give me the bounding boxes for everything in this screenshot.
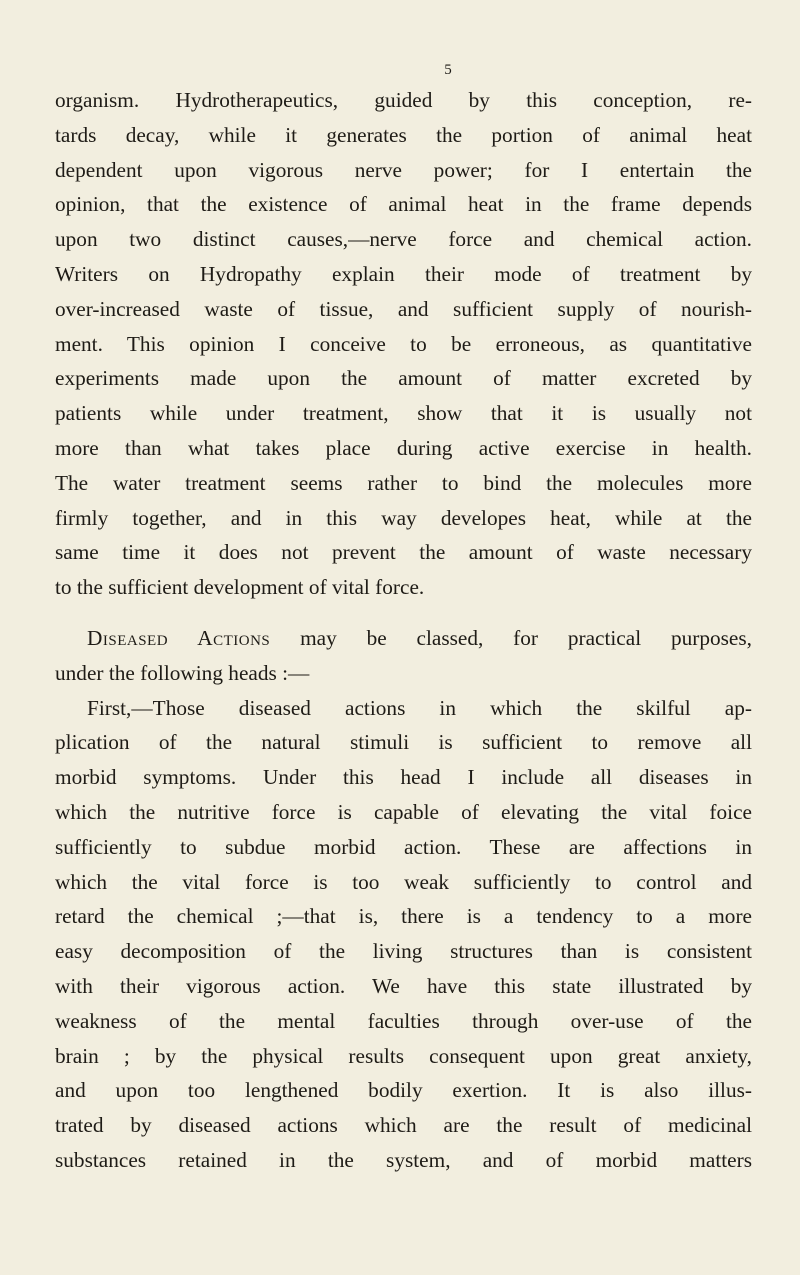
text-line: easy decomposition of the living structures than is consistent xyxy=(55,939,752,964)
page-number: 5 xyxy=(444,62,452,78)
paragraph-first-heads xyxy=(55,691,752,1178)
text-line: more than what takes place during active exercise in health. xyxy=(55,435,752,460)
text-line: trated by diseased actions which are the result of medicinal xyxy=(55,1113,752,1138)
text-line: plication of the natural stimuli is sufficient to remove all xyxy=(55,730,752,755)
text-line: organism. Hydrotherapeutics, guided by this conception, re- xyxy=(55,88,752,112)
text-line: weakness of the mental faculties through over-use of the xyxy=(55,1008,752,1033)
text-span: may be classed, for practical purposes, xyxy=(270,625,753,650)
paragraph-diseased-actions xyxy=(55,621,752,691)
text-line xyxy=(55,621,752,656)
text-line: which the nutritive force is capable of elevating the vital foice xyxy=(55,799,752,824)
text-line: substances retained in the system, and of morbid matters xyxy=(55,1147,752,1172)
text-line: morbid symptoms. Under this head I include all diseases in xyxy=(55,765,752,790)
text-line: firmly together, and in this way developes heat, while at the xyxy=(55,505,752,530)
text-line: with their vigorous action. We have this state illustrated by xyxy=(55,973,752,998)
text-line: Writers on Hydropathy explain their mode of treatment by xyxy=(55,261,752,286)
text-line: ment. This opinion I conceive to be erroneous, as quantitative xyxy=(55,331,752,356)
text-line: which the vital force is too weak sufficiently to control and xyxy=(55,869,752,894)
text-line: to the sufficient development of vital force. xyxy=(55,575,425,600)
text-line: retard the chemical ;—that is, there is a tendency to a more xyxy=(55,904,752,929)
text-line: patients while under treatment, show that it is usually not xyxy=(55,401,752,426)
body-text xyxy=(55,83,752,1178)
text-line: upon two distinct causes,—nerve force and chemical action. xyxy=(55,227,752,252)
section-lead: Diseased Actions xyxy=(87,625,271,650)
text-line: The water treatment seems rather to bind the molecules more xyxy=(55,470,752,495)
text-line: over-increased waste of tissue, and sufficient supply of nourish- xyxy=(55,296,752,321)
text-line: experiments made upon the amount of matter excreted by xyxy=(55,366,752,391)
text-line: tards decay, while it generates the portion of animal heat xyxy=(55,122,752,147)
paragraph-hydrotherapeutics xyxy=(55,83,752,605)
text-line: brain ; by the physical results consequent upon great anxiety, xyxy=(55,1043,752,1068)
text-line: under the following heads :— xyxy=(55,660,310,685)
text-line: same time it does not prevent the amount of waste necessary xyxy=(55,540,752,565)
text-line: dependent upon vigorous nerve power; for I entertain the xyxy=(55,157,752,182)
text-line: sufficiently to subdue morbid action. These are affections in xyxy=(55,834,752,859)
text-line: opinion, that the existence of animal heat in the frame depends xyxy=(55,192,752,217)
text-line: and upon too lengthened bodily exertion. It is also illus- xyxy=(55,1078,752,1103)
text-line: First,—Those diseased actions in which the skilful ap- xyxy=(87,695,752,720)
